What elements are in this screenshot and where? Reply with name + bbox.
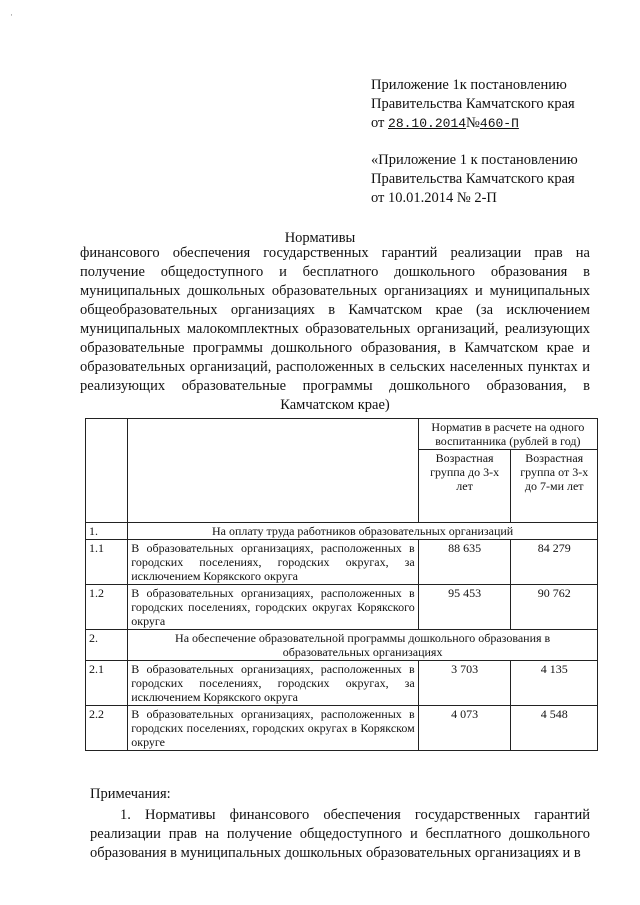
appendix-new-number-sign: № — [466, 115, 480, 131]
table-header-row — [86, 419, 598, 450]
row-description: В образовательных организациях, расположенных в городских поселениях, городских округах, за исключением Корякского округа — [128, 661, 419, 706]
appendix-new-number: 460-П — [479, 116, 519, 131]
header-empty-num — [86, 419, 128, 523]
row-number: 2.2 — [86, 706, 128, 751]
row-value-age2: 90 762 — [511, 585, 598, 630]
row-value-age1: 95 453 — [418, 585, 511, 630]
header-age-group-2: Возрастная группа от 3-х до 7-ми лет — [511, 450, 598, 523]
section-number: 1. — [86, 523, 128, 540]
row-value-age2: 4 548 — [511, 706, 598, 751]
document-title: Нормативы — [284, 230, 356, 246]
corner-mark: · — [10, 10, 13, 20]
row-value-age1: 3 703 — [418, 661, 511, 706]
header-norm: Норматив в расчете на одного воспитанника (рублей в год) — [418, 419, 597, 450]
section-row — [86, 523, 598, 540]
section-title: На оплату труда работников образовательных организаций — [128, 523, 598, 540]
section-number: 2. — [86, 630, 128, 661]
row-description: В образовательных организациях, расположенных в городских поселениях, городских округах Корякского округа — [128, 585, 419, 630]
document-subtitle: финансового обеспечения государственных гарантий реализации прав на получение общедоступного и бесплатного дошкольного образования в муниципальных дошкольных образовательных организациях и муниципальных общеобразовательных организациях в Камчатском крае (за исключением муниципальных малокомплектных образовательных организаций, реализующих образовательные программы дошкольного образования, в Камчатском крае и образовательных организаций, расположенных в сельских населенных пунктах и реализующих образовательные программы дошкольного образования, в Камчатском крае) — [80, 245, 590, 413]
appendix-old-line2: Правительства Камчатского края — [371, 171, 575, 187]
row-description: В образовательных организациях, расположенных в городских поселениях, городских округах в Корякском округе — [128, 706, 419, 751]
appendix-old-line1: «Приложение 1 к постановлению — [371, 152, 578, 168]
header-age-group-1: Возрастная группа до 3-х лет — [418, 450, 511, 523]
row-number: 1.1 — [86, 540, 128, 585]
appendix-new-line2: Правительства Камчатского края — [371, 96, 575, 112]
notes-heading: Примечания: — [90, 786, 171, 802]
table-row — [86, 661, 598, 706]
appendix-reference-old — [371, 151, 578, 208]
row-value-age1: 4 073 — [418, 706, 511, 751]
row-description: В образовательных организациях, расположенных в городских поселениях, городских округах, за исключением Корякского округа — [128, 540, 419, 585]
appendix-new-prefix: от — [371, 115, 385, 131]
notes-item-1: 1. Нормативы финансового обеспечения государственных гарантий реализации прав на получение общедоступного и бесплатного дошкольного образования в муниципальных дошкольных образовательных организациях и в — [90, 807, 590, 861]
row-number: 1.2 — [86, 585, 128, 630]
section-row — [86, 630, 598, 661]
table-row — [86, 540, 598, 585]
row-number: 2.1 — [86, 661, 128, 706]
norms-table — [85, 418, 598, 751]
table-row — [86, 706, 598, 751]
row-value-age2: 4 135 — [511, 661, 598, 706]
section-title: На обеспечение образовательной программы дошкольного образования в образовательных организациях — [128, 630, 598, 661]
row-value-age2: 84 279 — [511, 540, 598, 585]
row-value-age1: 88 635 — [418, 540, 511, 585]
appendix-new-line3 — [371, 114, 575, 133]
appendix-reference-new — [371, 76, 575, 133]
appendix-old-line3: от 10.01.2014 № 2-П — [371, 190, 497, 206]
appendix-new-line1: Приложение 1к постановлению — [371, 77, 567, 93]
header-empty-desc — [128, 419, 419, 523]
table-row — [86, 585, 598, 630]
notes-section — [90, 785, 590, 863]
appendix-new-date: 28.10.2014 — [388, 116, 467, 131]
